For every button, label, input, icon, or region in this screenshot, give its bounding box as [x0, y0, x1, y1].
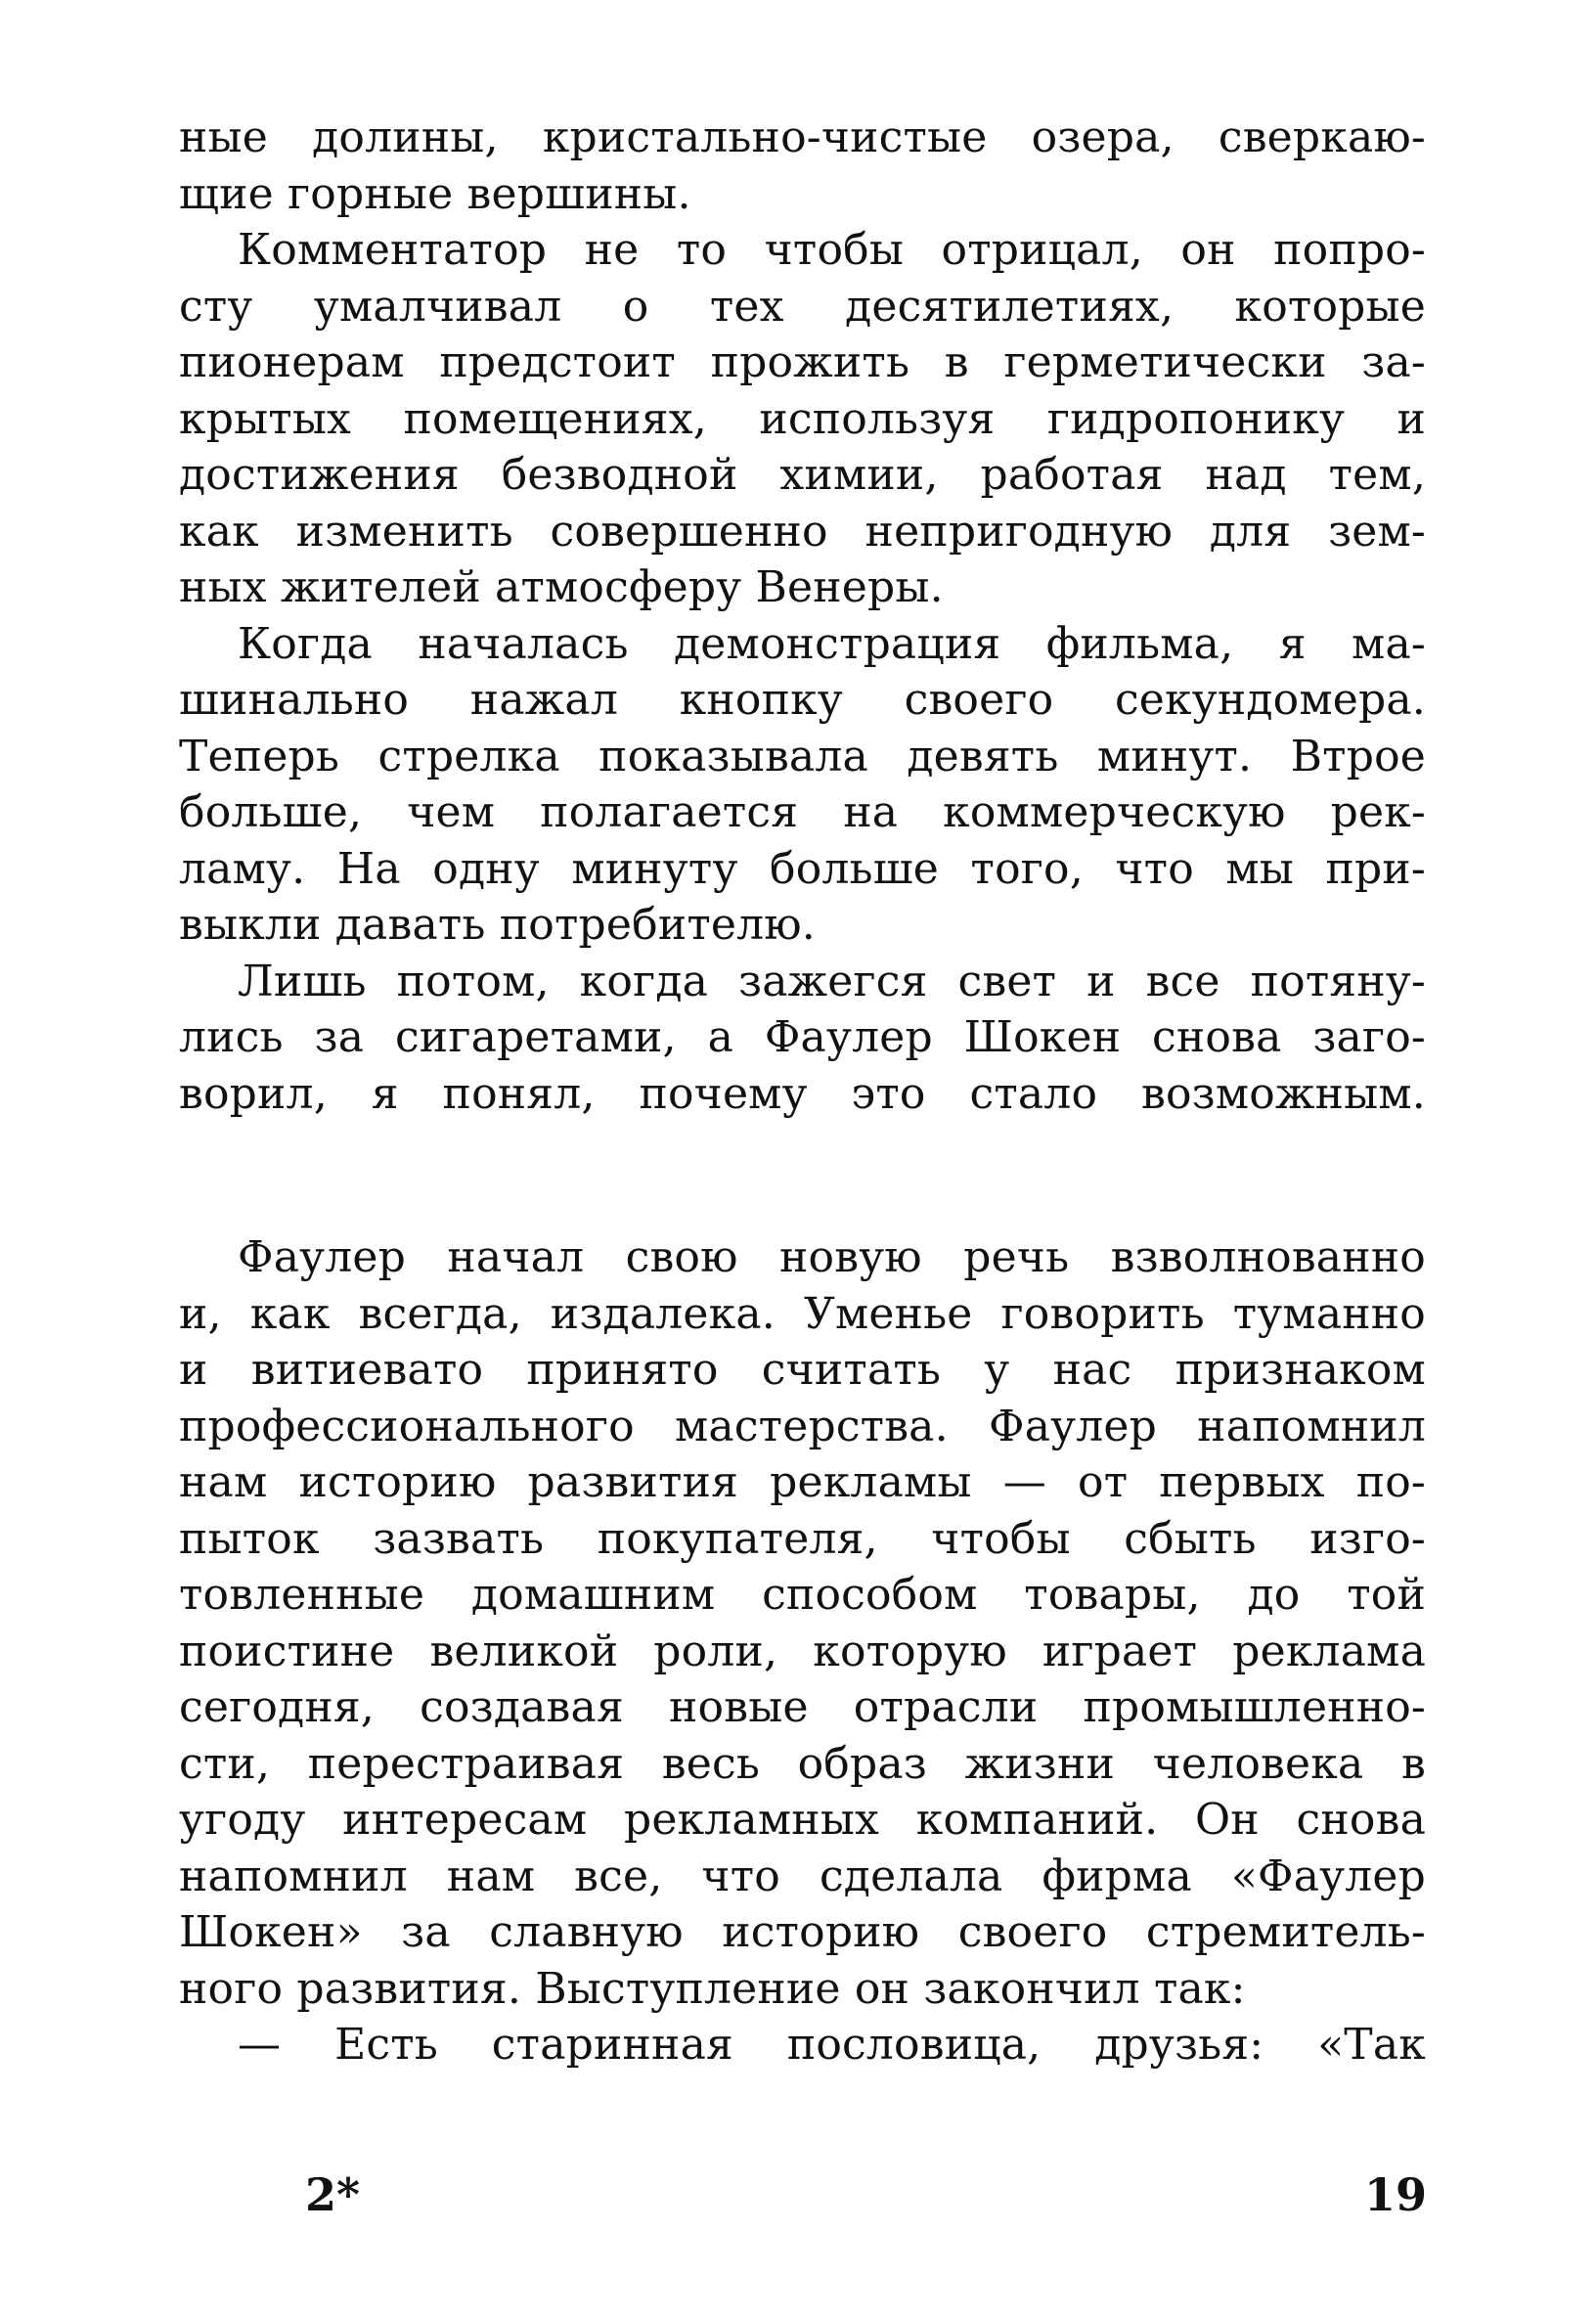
text-line: крытых помещениях, используя гидропонику и — [179, 393, 1426, 444]
text-line: — Есть старинная пословица, друзья: «Так — [238, 2020, 1426, 2070]
text-line: больше, чем полагается на коммерческую рек- — [179, 787, 1426, 837]
text-line: Когда началась демонстрация фильма, я ма- — [238, 618, 1426, 669]
text-line: лись за сигаретами, а Фаулер Шокен снова заго- — [179, 1012, 1426, 1062]
text-line: Комментатор не то чтобы отрицал, он попро- — [238, 225, 1426, 275]
text-line: ламу. На одну минуту больше того, что мы при- — [179, 843, 1426, 894]
text-line: как изменить совершенно непригодную для зем- — [179, 506, 1426, 557]
text-line: напомнил нам все, что сделала фирма «Фаулер — [179, 1851, 1426, 1901]
signature-mark: 2* — [305, 2168, 361, 2221]
text-line: сти, перестраивая весь образ жизни человека в — [179, 1738, 1426, 1789]
text-line: ных жителей атмосферу Венеры. — [179, 562, 944, 612]
text-line: достижения безводной химии, работая над тем, — [179, 450, 1426, 500]
text-line: поистине великой роли, которую играет реклама — [179, 1626, 1426, 1676]
text-line: пионерам предстоит прожить в герметически за- — [179, 337, 1426, 387]
text-line: угоду интересам рекламных компаний. Он снова — [179, 1795, 1426, 1845]
text-line: щие горные вершины. — [179, 168, 691, 219]
text-line: и, как всегда, издалека. Уменье говорить туманно — [179, 1288, 1426, 1339]
text-line: шинально нажал кнопку своего секундомера. — [179, 675, 1426, 725]
text-line: ного развития. Выступление он закончил так: — [179, 1963, 1246, 2014]
text-line: сегодня, создавая новые отрасли промышленно- — [179, 1682, 1426, 1732]
text-line: Шокен» за славную историю своего стремитель- — [179, 1907, 1426, 1957]
text-line: Теперь стрелка показывала девять минут. Втрое — [179, 731, 1426, 781]
text-block-bottom — [179, 1229, 1426, 2074]
text-line: Фаулер начал свою новую речь взволнованно — [238, 1232, 1426, 1282]
text-line: ные долины, кристально-чистые озера, сверкаю- — [179, 112, 1426, 162]
text-line: сту умалчивал о тех десятилетиях, которые — [179, 281, 1426, 332]
text-line: ворил, я понял, почему это стало возможным. — [179, 1068, 1426, 1119]
text-line: Лишь потом, когда зажегся свет и все потяну- — [238, 956, 1426, 1006]
text-line: товленные домашним способом товары, до той — [179, 1570, 1426, 1620]
text-line: пыток зазвать покупателя, чтобы сбыть изго- — [179, 1513, 1426, 1564]
text-line: и витиевато принято считать у нас признаком — [179, 1345, 1426, 1395]
text-line: выкли давать потребителю. — [179, 900, 816, 950]
text-line: профессионального мастерства. Фаулер напомнил — [179, 1401, 1426, 1451]
text-line: нам историю развития рекламы — от первых по- — [179, 1457, 1426, 1507]
text-block-top — [179, 110, 1426, 1122]
page-number: 19 — [1364, 2168, 1428, 2221]
